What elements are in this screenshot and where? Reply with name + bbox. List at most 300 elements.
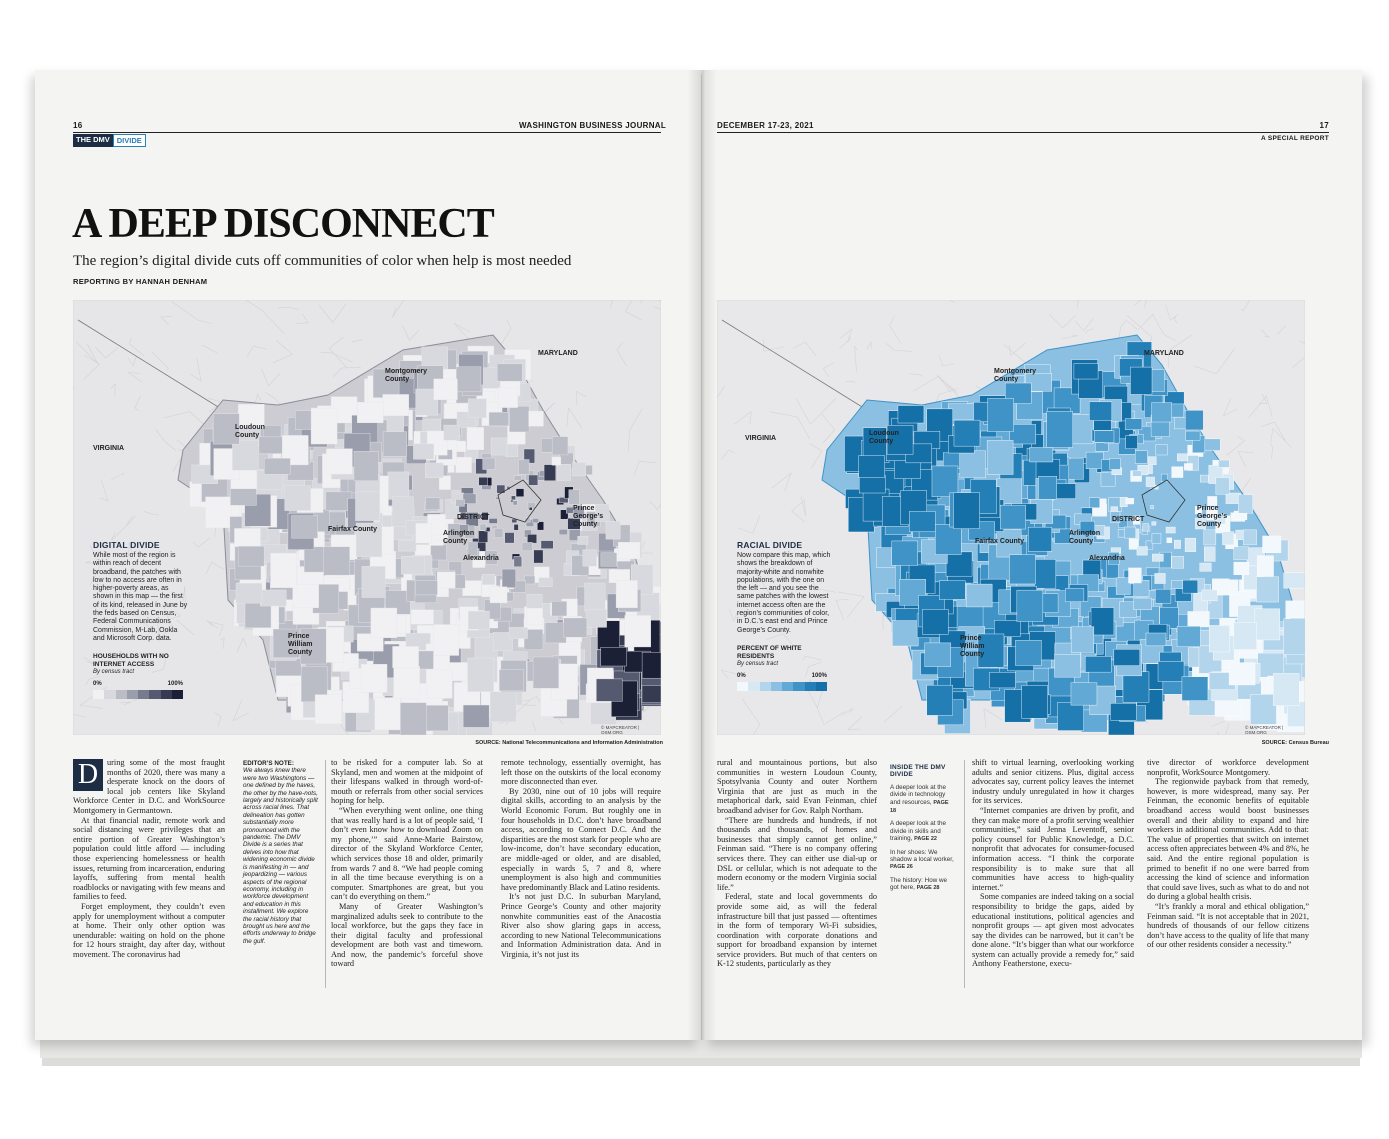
column-divider bbox=[325, 760, 326, 988]
census-tract bbox=[578, 536, 588, 544]
census-tract bbox=[361, 664, 387, 692]
infobox-text: While most of the region is within reach of decent broadband, the patches with low to no access are often in higher-poverty areas, as shown in this map — the first of its kind, released in June by the feds based on Census, Federal Communications Commission, M-Lab, Ookla and Microsoft Corp. data. bbox=[93, 552, 188, 642]
census-tract bbox=[463, 705, 489, 727]
census-tract bbox=[1095, 443, 1108, 451]
census-tract bbox=[292, 516, 318, 538]
special-report-label: A SPECIAL REPORT bbox=[1260, 135, 1329, 142]
census-tract bbox=[1146, 477, 1155, 487]
drop-cap: D bbox=[73, 759, 103, 791]
infobox-title-r: RACIAL DIVIDE bbox=[737, 540, 803, 550]
map-label-loudoun: Loudoun County bbox=[235, 424, 265, 439]
census-tract bbox=[642, 652, 661, 678]
census-tract bbox=[415, 581, 437, 595]
map-label-loudoun-r: Loudoun County bbox=[869, 430, 899, 445]
racial-divide-map bbox=[717, 300, 1305, 735]
legend-swatch bbox=[782, 682, 793, 691]
census-tract bbox=[206, 497, 232, 528]
map-label-district-r: DISTRICT bbox=[1112, 516, 1145, 523]
census-tract bbox=[939, 581, 965, 600]
census-tract bbox=[394, 666, 420, 698]
census-tract bbox=[362, 566, 385, 597]
census-tract bbox=[642, 686, 661, 703]
census-tract bbox=[230, 489, 256, 506]
census-tract bbox=[596, 679, 622, 701]
census-tract bbox=[400, 703, 426, 735]
legend-swatch bbox=[149, 690, 160, 699]
legend-color-bar bbox=[93, 690, 183, 699]
inside-item: In her shoes: We shadow a local worker, PAGE 26 bbox=[890, 848, 954, 871]
map-label-prince-william-r: Prince William County bbox=[960, 635, 985, 658]
census-tract bbox=[357, 402, 383, 423]
map-label-fairfax: Fairfax County bbox=[328, 526, 378, 533]
census-tract bbox=[859, 475, 885, 493]
legend-swatch bbox=[161, 690, 172, 699]
census-tract bbox=[509, 406, 529, 432]
census-tract bbox=[431, 545, 447, 560]
legend-max-r: 100% bbox=[811, 672, 827, 679]
census-tract bbox=[1137, 547, 1148, 556]
census-tract bbox=[1238, 495, 1252, 513]
legend-swatch bbox=[172, 690, 183, 699]
map-label-prince-william: Prince William County bbox=[288, 633, 313, 656]
census-tract bbox=[482, 574, 495, 584]
legend-color-bar-r bbox=[737, 682, 827, 691]
census-tract bbox=[925, 643, 951, 667]
census-tract bbox=[499, 670, 523, 691]
census-tract bbox=[324, 547, 350, 575]
census-tract bbox=[388, 472, 409, 500]
census-tract bbox=[1250, 694, 1276, 724]
census-tract bbox=[1185, 538, 1196, 552]
census-tract bbox=[922, 609, 948, 634]
census-tract bbox=[375, 698, 401, 730]
census-tract bbox=[1284, 619, 1305, 655]
census-tract bbox=[1182, 677, 1208, 701]
editors-note-text: We always knew there were two Washingtons — one defined by the haves, the other by the have-nots, largely and historically split across racial lines. That delineation has gotten substantially more pronounced with the pandemic. The DMV Divide is a series that delves into how that widening economic divide is manifesting in — and jeopardizing — various aspects of the regional economy, including in workforce development and education in this installment. We explore the racial history that brought us here and the efforts underway to bridge the gulf. bbox=[243, 767, 318, 945]
map-label-arlington-r: Arlington County bbox=[1069, 530, 1101, 545]
census-tract bbox=[1110, 703, 1136, 720]
census-tract bbox=[569, 490, 580, 505]
census-tract bbox=[468, 399, 486, 418]
legend-swatch bbox=[127, 690, 138, 699]
census-tract bbox=[1177, 454, 1188, 461]
census-tract bbox=[1015, 640, 1041, 665]
left-page bbox=[35, 70, 701, 1040]
census-tract bbox=[311, 408, 337, 444]
r-col4-para-3: “It’s frankly a moral and ethical obligation,” Feinman said. “It is not acceptable that in 2021, hundreds of thousands of our fellow citizens don’t have access to the quality of life that many of our other residents consider a necessity.” bbox=[1147, 901, 1309, 950]
legend-swatch bbox=[93, 690, 104, 699]
census-tract bbox=[1284, 573, 1305, 588]
legend-swatch bbox=[760, 682, 771, 691]
census-tract bbox=[1204, 439, 1221, 451]
census-tract bbox=[479, 477, 488, 485]
census-tract bbox=[354, 451, 378, 480]
census-tract bbox=[490, 587, 507, 603]
census-tract bbox=[1243, 530, 1256, 545]
census-tract bbox=[541, 439, 552, 453]
census-tract bbox=[1155, 573, 1166, 583]
census-tract bbox=[1126, 436, 1138, 449]
inside-the-dmv-divide bbox=[890, 764, 955, 893]
census-tract bbox=[1126, 498, 1134, 504]
map-label-maryland-r: MARYLAND bbox=[1144, 350, 1184, 357]
census-tract bbox=[559, 529, 567, 534]
map-label-prince-georges: Prince George’s County bbox=[573, 505, 604, 528]
census-tract bbox=[1022, 685, 1048, 718]
census-tract bbox=[552, 437, 568, 455]
census-tract bbox=[502, 569, 516, 588]
census-tract bbox=[1158, 661, 1184, 681]
census-tract bbox=[1177, 626, 1200, 646]
legend-swatch bbox=[748, 682, 759, 691]
census-tract bbox=[1152, 522, 1156, 526]
deck: The region’s digital divide cuts off communities of color when help is most needed bbox=[73, 253, 572, 269]
census-tract bbox=[489, 518, 497, 523]
col4-para-1: remote technology, essentially overnight, has left those on the outskirts of the local economy more disconnected than ever. bbox=[501, 758, 661, 787]
legend-title: HOUSEHOLDS WITH NO INTERNET ACCESS bbox=[93, 653, 169, 669]
census-tract bbox=[326, 449, 352, 474]
census-tract bbox=[927, 685, 953, 715]
census-tract bbox=[238, 546, 264, 566]
digital-divide-map bbox=[73, 300, 661, 735]
census-tract bbox=[371, 608, 397, 638]
census-tract bbox=[1009, 555, 1035, 584]
census-tract bbox=[383, 394, 409, 415]
col1-para-3: Forget employment, they couldn’t even apply for unemployment without a computer at home. Their only other option was unendurable: waiting on hold on the phone for 12 hours straight, day after day, without movement. The coronavirus had bbox=[73, 901, 225, 959]
census-tract bbox=[497, 364, 522, 381]
legend-swatch bbox=[816, 682, 827, 691]
census-tract bbox=[539, 578, 553, 587]
map-label-maryland: MARYLAND bbox=[538, 350, 578, 357]
census-tract bbox=[892, 541, 918, 565]
right-page bbox=[702, 70, 1362, 1040]
census-tract bbox=[1184, 463, 1192, 470]
census-tract bbox=[618, 542, 640, 559]
census-tract bbox=[1000, 505, 1025, 529]
census-tract bbox=[625, 615, 651, 646]
census-tract bbox=[1152, 533, 1161, 543]
census-tract bbox=[1257, 556, 1273, 577]
header-rule-right bbox=[717, 132, 1329, 133]
legend-min: 0% bbox=[93, 681, 102, 688]
census-tract bbox=[1204, 547, 1215, 562]
census-tract bbox=[1171, 580, 1184, 588]
census-tract bbox=[1200, 563, 1212, 571]
header-rule bbox=[73, 132, 661, 133]
census-tract bbox=[601, 647, 627, 666]
census-tract bbox=[1068, 458, 1083, 479]
census-tract bbox=[988, 398, 1014, 431]
census-tract bbox=[527, 534, 536, 543]
census-tract bbox=[315, 695, 341, 724]
census-tract bbox=[456, 457, 472, 472]
census-tract bbox=[601, 553, 617, 567]
census-tract bbox=[260, 590, 286, 606]
census-tract bbox=[444, 425, 460, 440]
legend-min-r: 0% bbox=[737, 672, 746, 679]
census-tract bbox=[987, 440, 1013, 474]
census-tract bbox=[411, 610, 433, 624]
census-tract bbox=[529, 411, 544, 426]
r-col3-para-3: Some companies are indeed taking on a social responsibility to bridge the gaps, aided by educational institutions, political agencies and nonprofit groups — apt given most advocates say the divides can be narrowed, but it can’t be done alone. “It’s bigger than what our workforce system can actually provide a remedy for,” said Anthony Featherstone, execu- bbox=[972, 892, 1134, 969]
census-tract bbox=[416, 523, 432, 543]
col1-para-2: At that financial nadir, remote work and social distancing were privileges that an entire portion of Greater Washington’s population could little afford — including those experiencing homelessness or health issues, returning from incarceration, enduring layoffs, suffering from mental health roadblocks or navigating with few means and families to feed. bbox=[73, 815, 225, 902]
census-tract bbox=[960, 451, 986, 478]
census-tract bbox=[1071, 683, 1097, 705]
census-tract bbox=[514, 476, 522, 481]
census-tract bbox=[437, 572, 455, 588]
census-tract bbox=[557, 464, 570, 480]
census-tract bbox=[1089, 402, 1111, 421]
census-tract bbox=[586, 609, 607, 627]
census-tract bbox=[1183, 580, 1198, 593]
map-label-virginia: VIRGINIA bbox=[93, 445, 125, 452]
census-tract bbox=[513, 501, 517, 505]
map-label-fairfax-r: Fairfax County bbox=[975, 538, 1025, 545]
section-badge-part1: THE DMV bbox=[73, 134, 113, 147]
census-tract bbox=[1132, 471, 1141, 477]
census-tract bbox=[483, 458, 495, 469]
census-tract bbox=[932, 466, 958, 497]
census-tract bbox=[1058, 702, 1084, 730]
census-tract bbox=[1017, 590, 1043, 621]
census-tract bbox=[909, 511, 935, 531]
census-tract bbox=[1128, 568, 1141, 583]
legend-swatch bbox=[737, 682, 748, 691]
census-tract bbox=[954, 420, 980, 446]
page-number-left: 16 bbox=[73, 121, 83, 130]
legend-swatch bbox=[104, 690, 115, 699]
census-tract bbox=[1125, 419, 1142, 430]
census-tract bbox=[1216, 478, 1230, 495]
census-tract bbox=[1123, 672, 1149, 702]
census-tract bbox=[456, 499, 465, 506]
census-tract bbox=[489, 412, 509, 426]
census-tract bbox=[491, 438, 507, 455]
body-column-r4 bbox=[1147, 758, 1309, 988]
census-tract bbox=[1229, 663, 1255, 685]
map-credit-r: © MAPCREATOR | OSM.ORG bbox=[1245, 725, 1284, 735]
census-tract bbox=[572, 463, 585, 476]
map-label-montgomery: Montgomery County bbox=[385, 368, 427, 383]
census-tract bbox=[1222, 532, 1233, 545]
census-tract bbox=[541, 541, 553, 549]
r-col4-para-1: tive director of workforce development nonprofit, WorkSource Montgomery. bbox=[1147, 758, 1309, 777]
census-tract bbox=[1263, 536, 1281, 553]
census-tract bbox=[1034, 559, 1055, 588]
body-column-1 bbox=[73, 758, 225, 988]
census-tract bbox=[511, 496, 515, 500]
census-tract bbox=[1174, 540, 1180, 548]
issue-date: DECEMBER 17-23, 2021 bbox=[717, 121, 814, 130]
census-tract bbox=[1256, 577, 1278, 602]
census-tract bbox=[413, 444, 433, 459]
census-tract bbox=[1200, 475, 1208, 482]
legend-title-r: PERCENT OF WHITE RESIDENTS bbox=[737, 644, 802, 660]
census-tract bbox=[1148, 457, 1156, 465]
census-tract bbox=[1152, 554, 1163, 561]
census-tract bbox=[271, 553, 297, 588]
census-tract bbox=[383, 432, 407, 456]
byline: REPORTING BY HANNAH DENHAM bbox=[73, 277, 208, 286]
census-tract bbox=[425, 463, 443, 478]
legend-max: 100% bbox=[167, 681, 183, 688]
census-tract bbox=[1038, 476, 1056, 499]
map-label-alexandria: Alexandria bbox=[463, 555, 499, 562]
census-tract bbox=[1135, 451, 1147, 464]
inside-item: The history: How we got here, PAGE 28 bbox=[890, 876, 948, 892]
census-tract bbox=[1188, 611, 1210, 626]
census-tract bbox=[532, 518, 538, 522]
editors-note bbox=[243, 760, 318, 985]
census-tract bbox=[518, 460, 529, 475]
census-tract bbox=[892, 621, 918, 646]
census-tract bbox=[355, 492, 379, 521]
census-tract bbox=[498, 387, 518, 407]
census-tract bbox=[1134, 598, 1152, 610]
census-tract bbox=[1028, 527, 1052, 551]
col3-para-2: “When everything went online, one thing that was really hard is a lot of people said, ‘I don’t even know how to download Zoom on my phone,’” said Anne-Marie Bairstow, director of the Skyland Workforce Center, which services those 18 and older, primarily from wards 7 and 8. “We had people coming in all the time because everything is on a computer. Smartphones are great, but you can’t do everything on them.” bbox=[331, 805, 483, 902]
r-col1-para-3: Federal, state and local governments do provide some aid, as will the federal infrastructure bill that just passed — oftentimes in the form of temporary Wi-Fi subsidies, coordination with corporate donations and support for broadband expansion by internet service providers. But much of that centers on K-12 students, particularly as they bbox=[717, 892, 877, 969]
census-tract bbox=[1218, 460, 1229, 467]
census-tract bbox=[1209, 625, 1229, 652]
census-tract bbox=[1125, 527, 1136, 538]
census-tract bbox=[946, 552, 972, 576]
census-tract bbox=[529, 475, 538, 485]
census-tract bbox=[463, 494, 476, 504]
census-tract bbox=[1116, 578, 1130, 595]
census-tract bbox=[398, 540, 416, 551]
census-tract bbox=[1172, 556, 1184, 568]
census-tract bbox=[1091, 608, 1114, 635]
census-tract bbox=[1146, 633, 1166, 646]
census-tract bbox=[1186, 431, 1200, 440]
census-tract bbox=[1143, 524, 1149, 532]
census-tract bbox=[467, 427, 484, 449]
census-tract bbox=[426, 498, 440, 510]
census-tract bbox=[232, 440, 258, 470]
section-badge-part2: DIVIDE bbox=[113, 134, 146, 147]
headline: A DEEP DISCONNECT bbox=[72, 201, 494, 247]
column-divider-r bbox=[964, 760, 965, 988]
census-tract bbox=[534, 550, 543, 563]
newspaper-spread bbox=[35, 70, 1370, 1055]
census-tract bbox=[585, 583, 606, 611]
digital-divide-infobox bbox=[93, 540, 189, 699]
census-tract bbox=[236, 583, 262, 603]
census-tract bbox=[522, 542, 532, 550]
census-tract bbox=[527, 608, 543, 624]
census-tract bbox=[616, 580, 637, 607]
census-tract bbox=[514, 556, 522, 566]
editors-note-title: EDITOR’S NOTE: bbox=[243, 760, 294, 767]
census-tract bbox=[514, 524, 518, 530]
census-tract bbox=[505, 533, 514, 544]
census-tract bbox=[1055, 654, 1081, 677]
census-tract bbox=[552, 457, 561, 465]
census-tract bbox=[509, 627, 527, 638]
census-tract bbox=[552, 601, 567, 616]
r-col1-para-2: “There are hundreds and hundreds, if not thousands and thousands, of homes and businesses that simply cannot get online,” Feinman said. “There is no company offering services there. They can either use dial-up or DSL or cellular, which is not adequate to the modern economy or the modern Virginia social life.” bbox=[717, 815, 877, 892]
census-tract bbox=[393, 646, 419, 667]
legend-swatch bbox=[805, 682, 816, 691]
legend-swatch bbox=[138, 690, 149, 699]
r-col3-para-2: “Internet companies are driven by profit, and they can make more of a profit serving wealthier communities,” said Jenna Leventoff, senior policy counsel for Public Knowledge, a D.C. nonprofit that advocates for consumer-focused information access. “I think the corporate responsibility is to make sure that all communities have access to high-quality internet.” bbox=[972, 805, 1134, 892]
map-source-r: SOURCE: Census Bureau bbox=[1261, 740, 1329, 746]
census-tract bbox=[564, 618, 587, 637]
census-tract bbox=[1255, 609, 1280, 640]
infobox-title: DIGITAL DIVIDE bbox=[93, 540, 160, 550]
census-tract bbox=[1202, 590, 1217, 601]
census-tract bbox=[1156, 445, 1168, 455]
publication-name: WASHINGTON BUSINESS JOURNAL bbox=[519, 121, 667, 130]
body-column-r3 bbox=[972, 758, 1134, 988]
census-tract bbox=[1234, 562, 1249, 575]
census-tract bbox=[1152, 403, 1172, 422]
census-tract bbox=[285, 486, 311, 511]
col3-para-1: to be risked for a computer lab. So at Skyland, men and women at the midpoint of their lifespans walked in through word-of-mouth or referrals from other social services hoping for help. bbox=[331, 758, 483, 806]
census-tract bbox=[1166, 527, 1175, 533]
census-tract bbox=[545, 623, 566, 643]
census-tract bbox=[1047, 411, 1073, 447]
census-tract bbox=[1234, 547, 1249, 560]
inside-item: A deeper look at the divide in skills and training, PAGE 22 bbox=[890, 820, 947, 843]
census-tract bbox=[434, 625, 459, 656]
census-tract bbox=[1086, 452, 1103, 469]
section-badge bbox=[73, 134, 146, 147]
legend-subtitle: By census tract bbox=[93, 669, 135, 676]
census-tract bbox=[456, 367, 481, 392]
inside-title: INSIDE THE DMV DIVIDE bbox=[890, 764, 946, 779]
map-label-montgomery-r: Montgomery County bbox=[994, 368, 1036, 383]
census-tract bbox=[966, 584, 992, 607]
census-tract bbox=[1110, 459, 1121, 470]
legend-swatch bbox=[793, 682, 804, 691]
map-label-arlington: Arlington County bbox=[443, 530, 475, 545]
col4-para-3: It’s not just D.C. In suburban Maryland, Prince George’s County and other majority nonwhite communities east of the Anacostia River also show glaring gaps in access, according to new National Telecommunications and Information Administration data. And in Virginia, it’s not just its bbox=[501, 892, 661, 959]
map-credit: © MAPCREATOR | OSM.ORG bbox=[601, 725, 640, 735]
census-tract bbox=[1130, 367, 1152, 394]
census-tract bbox=[898, 406, 924, 423]
infobox-text-r: Now compare this map, which shows the breakdown of majority-white and nonwhite populations, with the one on the left — and you see the same patches with the lowest internet access often are the region’s communities of color, in D.C.’s east end and Prince George’s County. bbox=[737, 552, 831, 634]
legend-swatch bbox=[771, 682, 782, 691]
census-tract bbox=[1085, 656, 1111, 672]
body-column-3 bbox=[331, 758, 483, 988]
census-tract bbox=[1065, 588, 1084, 601]
census-tract bbox=[516, 489, 524, 497]
map-label-district: DISTRICT bbox=[457, 514, 490, 521]
census-tract bbox=[490, 692, 516, 722]
census-tract bbox=[512, 519, 517, 523]
census-tract bbox=[1167, 538, 1172, 543]
census-tract bbox=[1151, 506, 1154, 509]
map-label-alexandria-r: Alexandria bbox=[1089, 555, 1125, 562]
census-tract bbox=[1111, 507, 1118, 512]
r-col1-para-1: rural and mountainous portions, but also communities in western Loudoun County, Spotsylvania County and outer Northern Virginia that are just as much in the metaphorical dark, said Evan Feinman, chief broadband adviser for Gov. Ralph Northam. bbox=[717, 758, 877, 815]
page-number-right: 17 bbox=[1319, 121, 1329, 130]
census-tract bbox=[494, 528, 503, 538]
census-tract bbox=[533, 657, 559, 688]
census-tract bbox=[1185, 410, 1203, 430]
census-tract bbox=[426, 670, 452, 699]
census-tract bbox=[1094, 431, 1114, 443]
census-tract bbox=[1204, 530, 1216, 545]
census-tract bbox=[468, 611, 489, 629]
census-tract bbox=[954, 493, 980, 529]
census-tract bbox=[1234, 622, 1257, 649]
census-tract bbox=[529, 507, 532, 510]
racial-divide-infobox bbox=[737, 540, 833, 691]
